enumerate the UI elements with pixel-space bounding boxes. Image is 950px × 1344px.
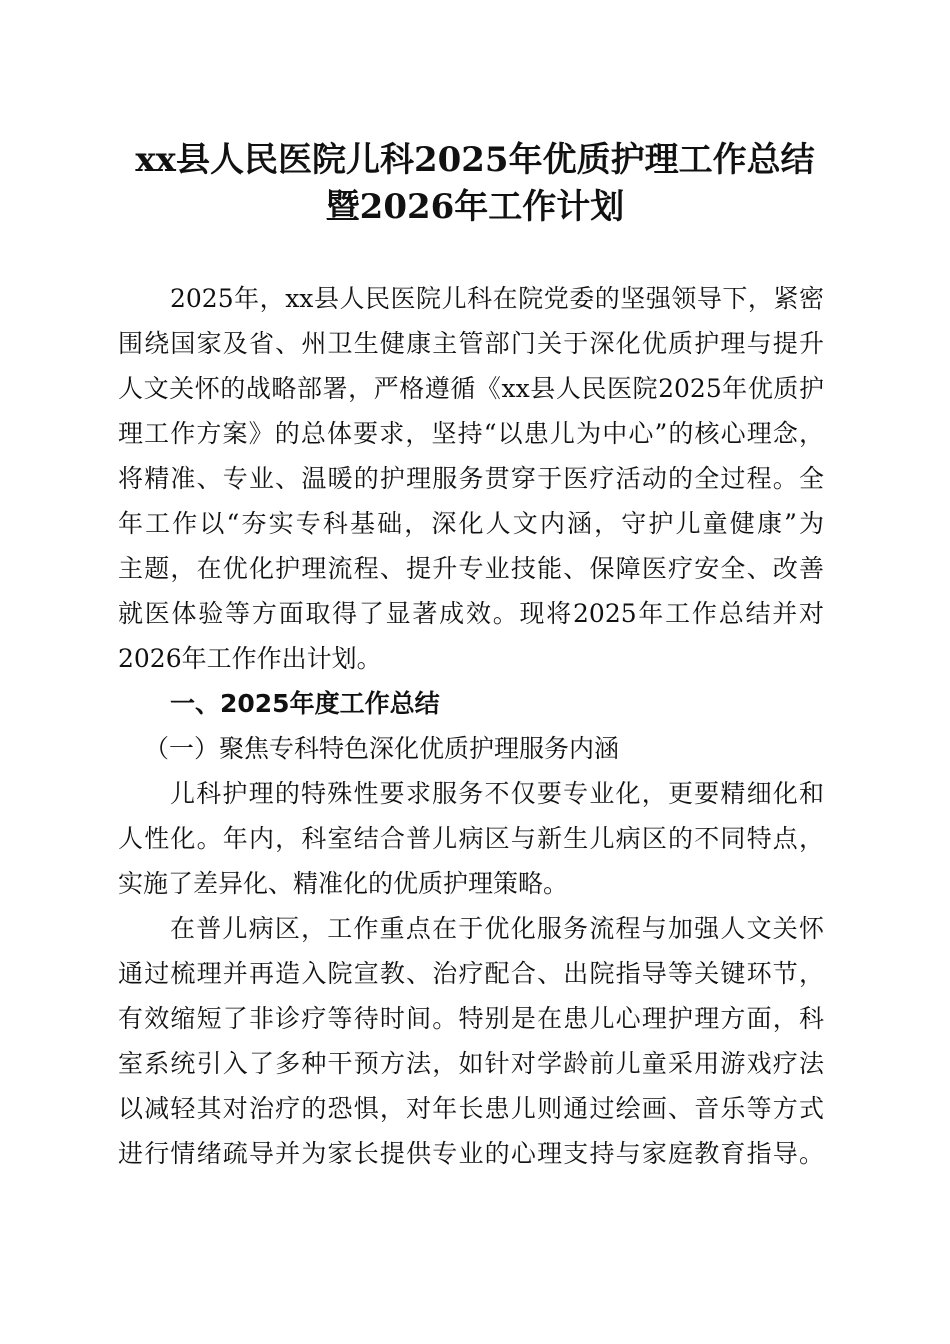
text-line: 年工作以“夯实专科基础，深化人文内涵，守护儿童健康”为 [118,509,824,538]
text-line: 人性化。年内，科室结合普儿病区与新生儿病区的不同特点， [118,824,824,853]
text-line: 有效缩短了非诊疗等待时间。特别是在患儿心理护理方面，科 [118,1004,824,1033]
text-line: 在普儿病区，工作重点在于优化服务流程与加强人文关怀 [170,914,824,943]
text-line: 以减轻其对治疗的恐惧，对年长患儿则通过绘画、音乐等方式 [118,1094,824,1123]
text-line: 室系统引入了多种干预方法，如针对学龄前儿童采用游戏疗法 [118,1049,824,1078]
text-line: 主题，在优化护理流程、提升专业技能、保障医疗安全、改善 [118,554,824,583]
intro-paragraph [118,276,824,681]
text-line: 围绕国家及省、州卫生健康主管部门关于深化优质护理与提升 [118,329,824,358]
text-line: 2025年，xx县人民医院儿科在院党委的坚强领导下，紧密 [170,284,824,313]
paragraph-1 [118,771,824,906]
section-heading: 一、2025年度工作总结 [170,689,440,718]
document-body [118,276,824,1176]
text-line: 进行情绪疏导并为家长提供专业的心理支持与家庭教育指导。 [118,1139,824,1168]
text-line: 儿科护理的特殊性要求服务不仅要专业化，更要精细化和 [170,779,824,808]
text-line: 就医体验等方面取得了显著成效。现将2025年工作总结并对 [118,599,824,628]
document-title [0,137,950,231]
text-line: 实施了差异化、精准化的优质护理策略。 [118,869,569,898]
text-line: 理工作方案》的总体要求，坚持“以患儿为中心”的核心理念， [118,419,824,448]
text-line: 2026年工作作出计划。 [118,644,382,673]
title-line-1: xx县人民医院儿科2025年优质护理工作总结 [135,140,815,180]
paragraph-2 [118,906,824,1176]
title-line-2: 暨2026年工作计划 [325,187,625,227]
text-line: 通过梳理并再造入院宣教、治疗配合、出院指导等关键环节， [118,959,824,988]
text-line: 将精准、专业、温暖的护理服务贯穿于医疗活动的全过程。全 [118,464,824,493]
subsection-heading: （一）聚焦专科特色深化优质护理服务内涵 [144,734,620,763]
text-line: 人文关怀的战略部署，严格遵循《xx县人民医院2025年优质护 [118,374,824,403]
